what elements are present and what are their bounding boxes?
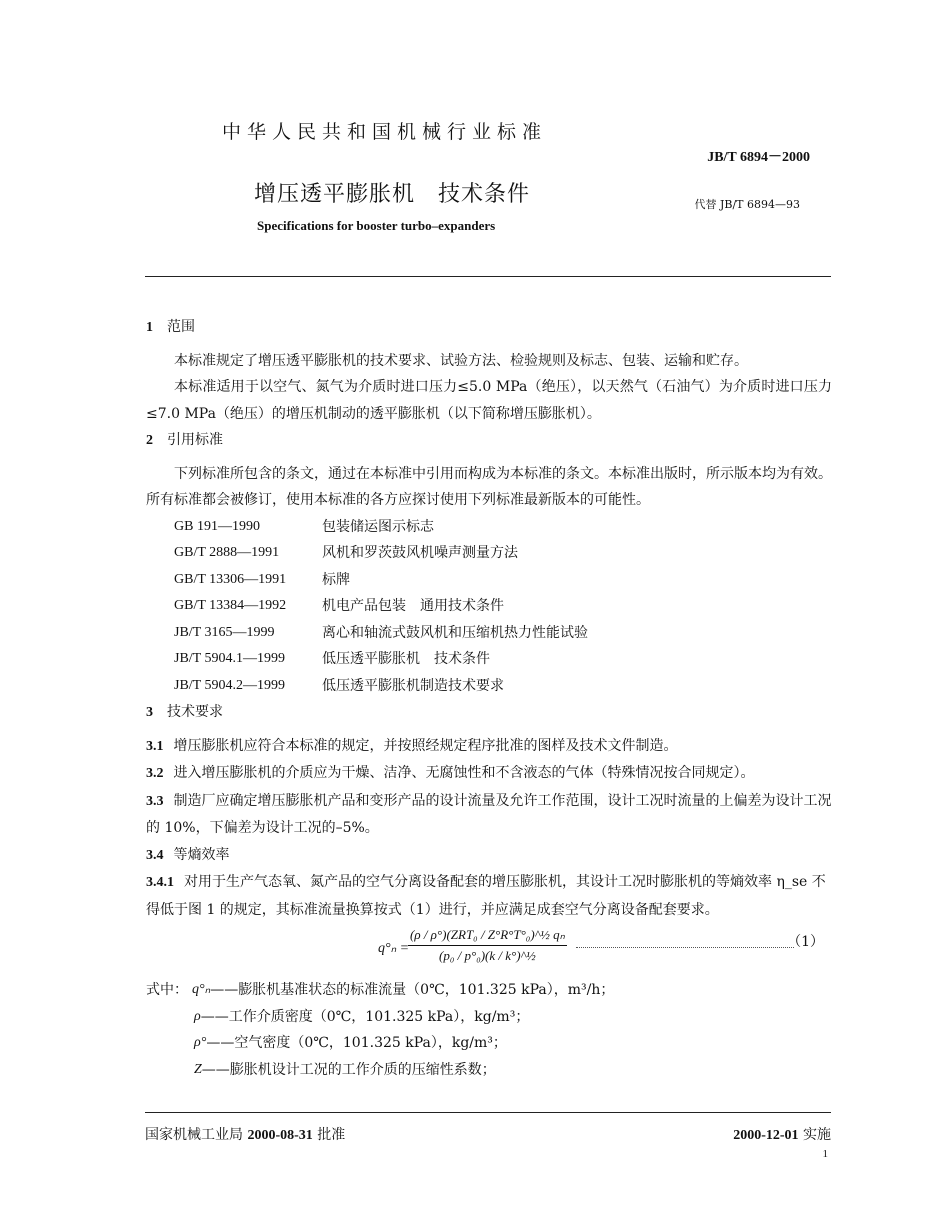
reference-row: JB/T 3165—1999 离心和轴流式鼓风机和压缩机热力性能试验	[174, 624, 588, 641]
equation-number: （1）	[787, 934, 824, 950]
clause-3-4-1: 3.4.1 对用于生产气态氧、氮产品的空气分离设备配套的增压膨胀机，其设计工况时膨胀机的等熵效率 η_se 不得低于图 1 的规定，其标准流量换算按式（1）进行，并应满足成套空气分离设备配套要求。	[146, 874, 826, 918]
definition-item: ρ° ——空气密度（0℃，101.325 kPa），kg/m³；	[194, 1035, 507, 1051]
clause-3-4: 3.4 等熵效率	[146, 846, 230, 863]
definition-item: ρ ——工作介质密度（0℃，101.325 kPa），kg/m³；	[194, 1008, 530, 1025]
reference-row: GB 191—1990 包装储运图示标志	[174, 518, 434, 535]
reference-row: GB/T 13384—1992 机电产品包装 通用技术条件	[174, 598, 504, 614]
reference-row: GB/T 13306—1991 标牌	[174, 571, 350, 588]
formula-numerator: (ρ / ρ°)(ZRT₀ / Z°R°T°₀)^½ qₙ	[408, 925, 567, 946]
implementation-info: 2000-12-01 实施	[733, 1127, 831, 1143]
formula-denominator: (p₀ / p°₀)(k / k°)^½	[439, 948, 536, 963]
formula-lhs: q°ₙ =	[378, 941, 410, 956]
section-1-para-1: 本标准规定了增压透平膨胀机的技术要求、试验方法、检验规则及标志、包装、运输和贮存。	[174, 352, 748, 369]
replaces-note: 代替 JB/T 6894—93	[694, 198, 800, 211]
section-2-para-1: 下列标准所包含的条文，通过在本标准中引用而构成为本标准的条文。本标准出版时，所示版本均为有效。所有标准都会被修订，使用本标准的各方应探讨使用下列标准最新版本的可能性。	[146, 465, 832, 508]
header-divider	[145, 276, 831, 277]
english-title: Specifications for booster turbo–expanders	[257, 218, 496, 233]
section-3-heading: 3 技术要求	[146, 704, 223, 720]
clause-3-3: 3.3 制造厂应确定增压膨胀机产品和变形产品的设计流量及允许工作范围，设计工况时流量的上偏差为设计工况的 10%，下偏差为设计工况的–5%。	[146, 792, 832, 836]
leader-dots	[576, 937, 794, 948]
clause-3-1: 3.1 增压膨胀机应符合本标准的规定，并按照经规定程序批准的图样及技术文件制造。	[146, 737, 678, 754]
document-title: 增压透平膨胀机 技术条件	[254, 182, 531, 207]
reference-row: JB/T 5904.1—1999 低压透平膨胀机 技术条件	[174, 651, 490, 667]
clause-3-2: 3.2 进入增压膨胀机的介质应为干燥、洁净、无腐蚀性和不含液态的气体（特殊情况按合同规定）。	[146, 765, 755, 781]
reference-row: GB/T 2888—1991 风机和罗茨鼓风机噪声测量方法	[174, 545, 518, 561]
formula-fraction	[408, 925, 567, 966]
section-1-para-2: 本标准适用于以空气、氮气为介质时进口压力≤5.0 MPa（绝压），以天然气（石油气）为介质时进口压力≤7.0 MPa（绝压）的增压机制动的透平膨胀机（以下简称增压膨胀机）。	[146, 379, 832, 422]
section-2-heading: 2 引用标准	[146, 432, 223, 448]
page-number: 1	[822, 1148, 828, 1160]
approval-info: 国家机械工业局 2000-08-31 批准	[145, 1127, 346, 1143]
standard-type: 中华人民共和国机械行业标准	[222, 121, 548, 143]
standard-number: JB/T 6894－2000	[707, 150, 810, 165]
definition-item: Z ——膨胀机设计工况的工作介质的压缩性系数；	[194, 1061, 496, 1078]
definition-item: 式中： q°ₙ ——膨胀机基准状态的标准流量（0℃，101.325 kPa），m³/h；	[146, 982, 615, 998]
footer-divider	[145, 1112, 831, 1113]
main-content	[146, 314, 832, 1083]
section-1-heading: 1 范围	[146, 319, 195, 335]
formula-1	[146, 925, 832, 975]
reference-row: JB/T 5904.2—1999 低压透平膨胀机制造技术要求	[174, 677, 504, 694]
